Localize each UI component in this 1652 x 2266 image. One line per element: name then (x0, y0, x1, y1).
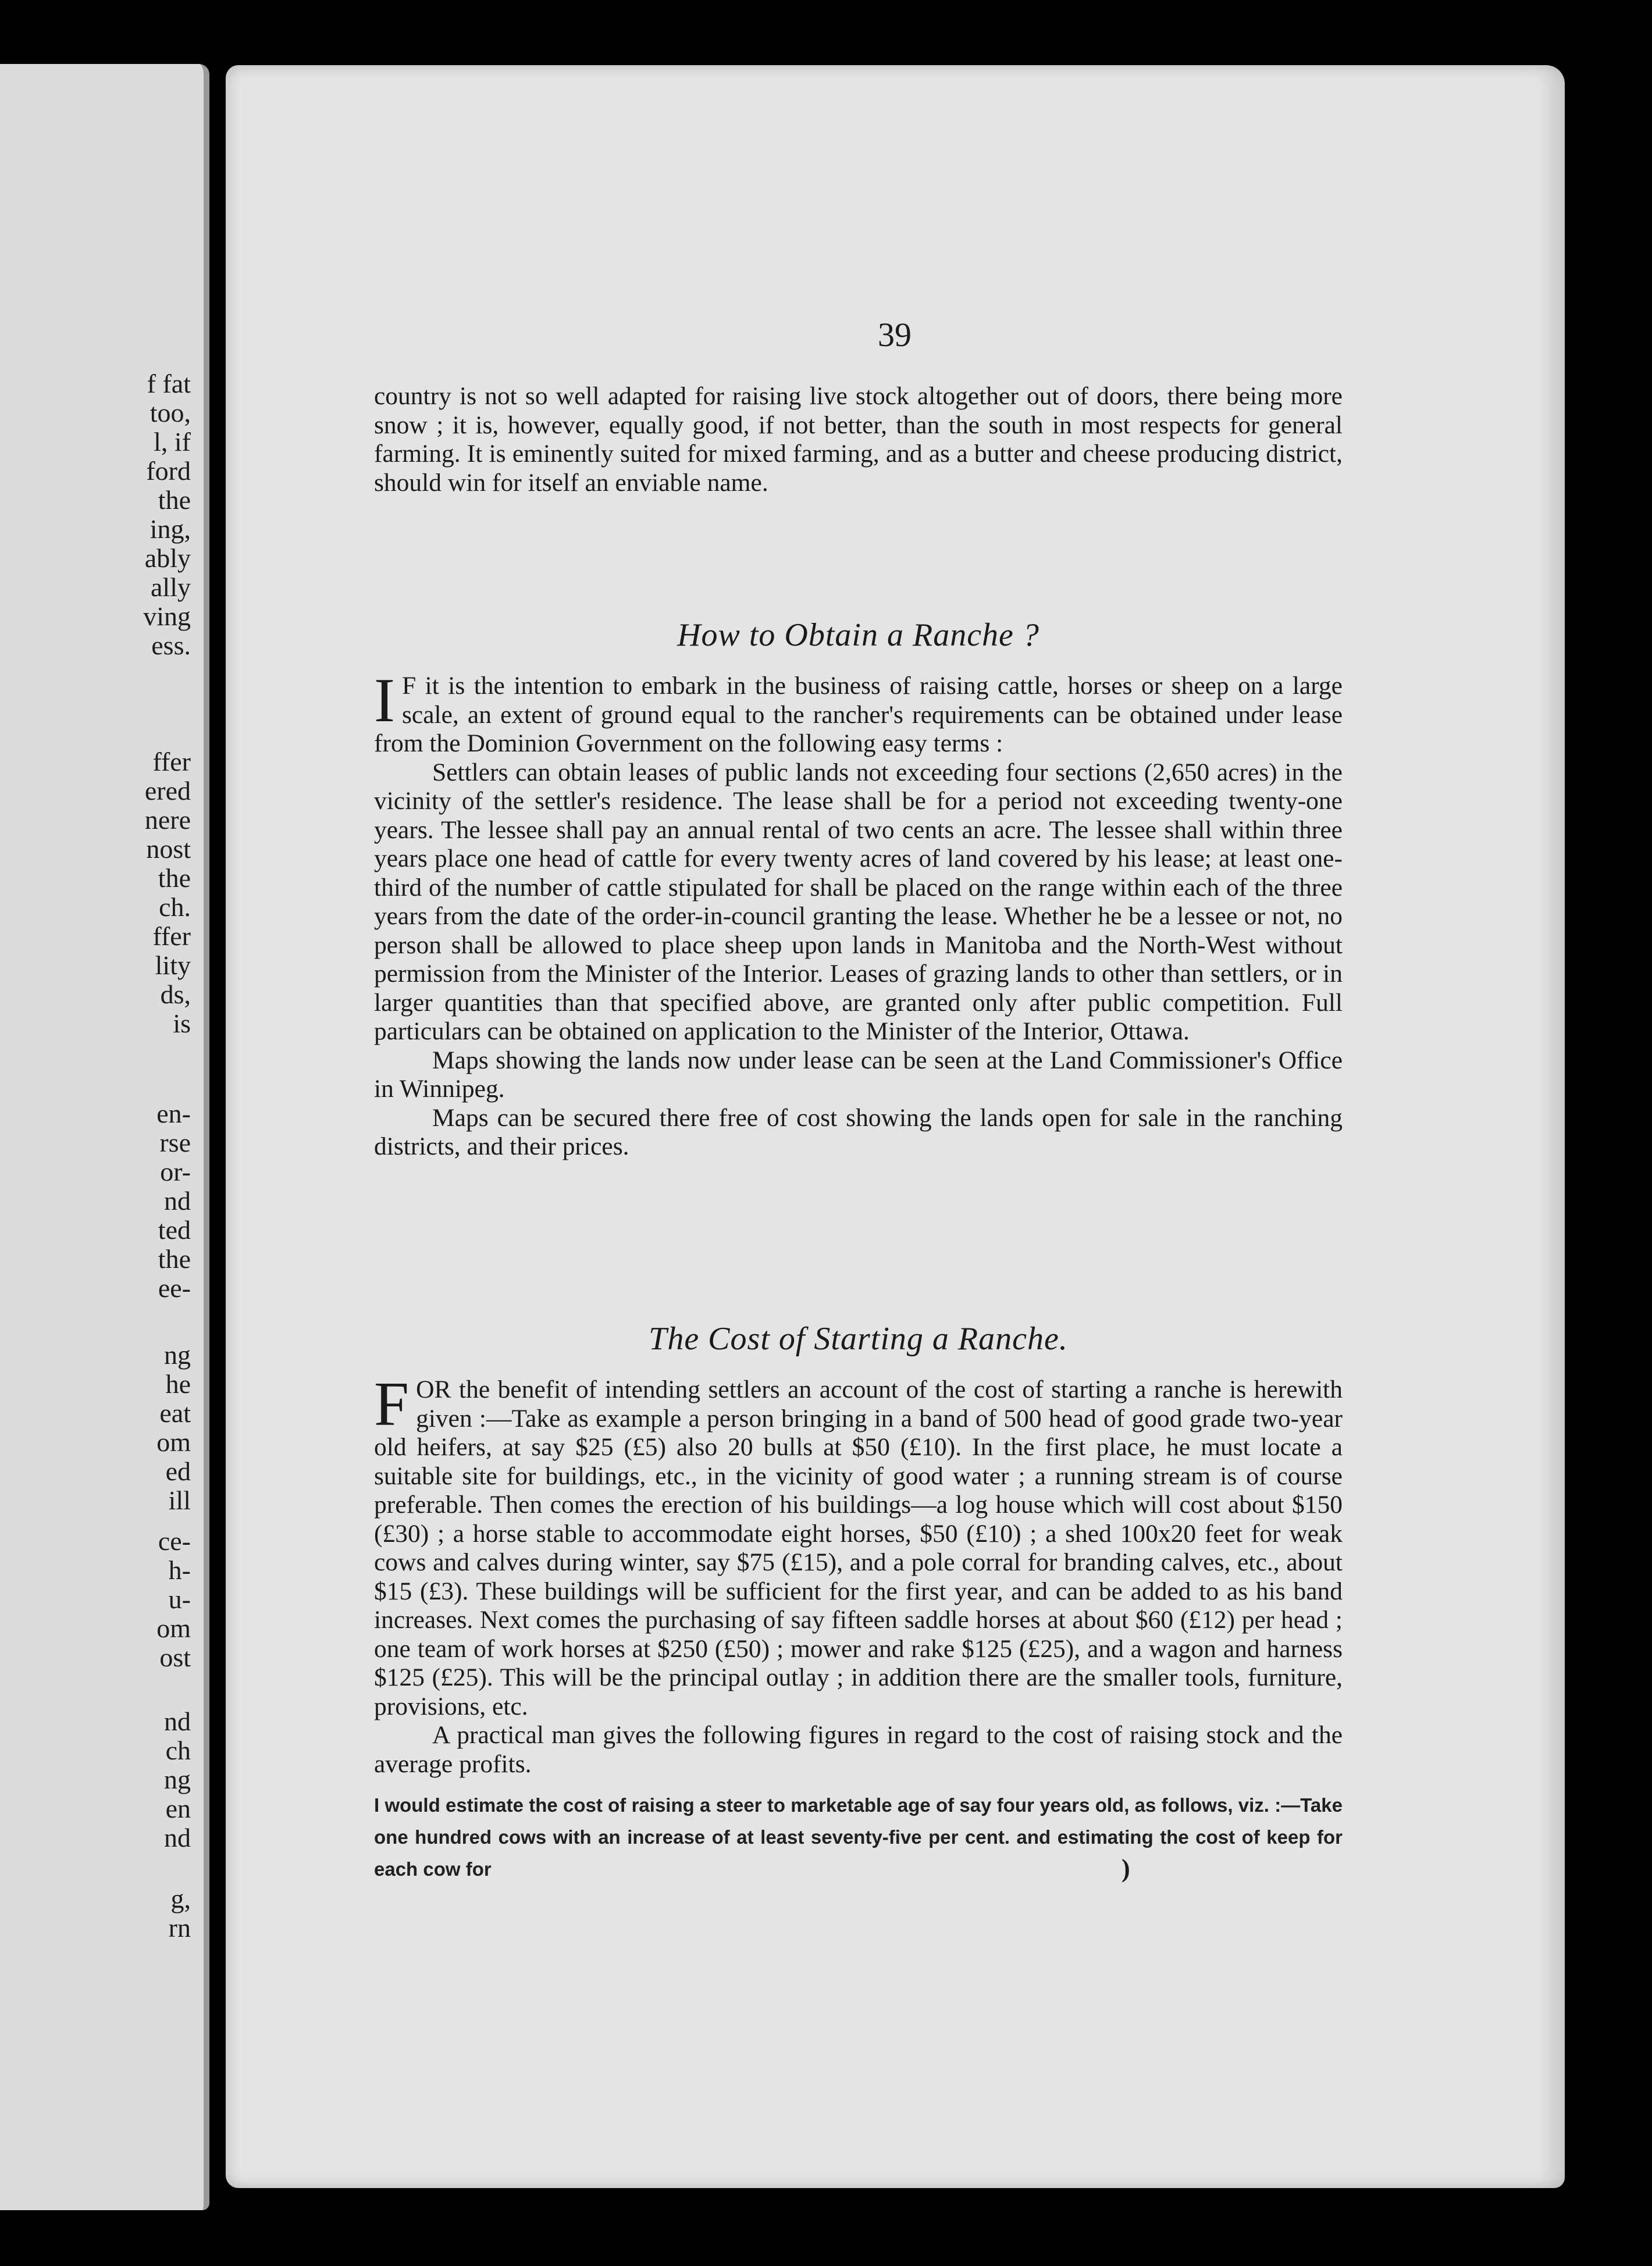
left-fragment-line: nere (144, 805, 191, 835)
left-fragment-line: nd (164, 1706, 191, 1736)
opening-paragraph: country is not so well adapted for raising live stock altogether out of doors, there being more snow ; it is, however, equally good, if not better, than the south in most respects for general farming. It is eminently suited for mixed farming, and as a butter and cheese producing district, should win for itself an enviable name. (374, 382, 1343, 497)
left-fragment-line: ered (144, 776, 191, 806)
left-fragment-line: nost (146, 834, 191, 864)
left-fragment-line: the (158, 1244, 191, 1274)
left-fragment-line: ally (151, 572, 191, 602)
left-fragment-line: or- (160, 1157, 191, 1187)
section1-paragraph-maps-sale: Maps can be secured there free of cost showing the lands open for sale in the ranching districts, and their prices. (374, 1103, 1343, 1160)
left-fragment-line: the (158, 863, 191, 893)
left-fragment-group-6 (164, 1707, 191, 1852)
left-fragment-line: en (165, 1794, 191, 1823)
left-fragment-line: u- (168, 1584, 191, 1614)
left-fragment-group-3 (156, 1099, 191, 1303)
dropcap-i: I (374, 666, 395, 735)
section2-first-paragraph-text: the benefit of intending settlers an account of the cost of starting a ranche is herewith given :—Take as example a person bringing in a band of 500 head of good grade two-year old heifers, at say $25 (£5) also 20 bulls at $50 (£10). In the first place, he must locate a suitable site for buildings, etc., in the vicinity of good water ; a running stream is of course preferable. Then comes the erection of his buildings—a log house which will cost about $150 (£30) ; a horse stable to accommodate eight horses, $50 (£10) ; a shed 100x20 feet for weak cows and calves during winter, say $75 (£15), and a pole corral for branding calves, etc., about $15 (£3). These buildings will be sufficient for the first year, and can be added to as his band increases. Next comes the purchasing of say fifteen saddle horses at about $60 (£12) per head ; one team of work horses at $250 (£50) ; mower and rake $125 (£25), and a wagon and harness $125 (£25). This will be the principal outlay ; in addition there are the smaller tools, furniture, provisions, etc. (374, 1376, 1343, 1720)
left-fragment-line: ill (168, 1485, 191, 1515)
left-fragment-line: eat (159, 1398, 191, 1428)
left-fragment-line: nd (164, 1823, 191, 1852)
left-fragment-line: om (156, 1613, 191, 1643)
section1-first-paragraph (374, 666, 1343, 758)
left-fragment-group-1 (143, 369, 191, 660)
left-fragment-line: en- (156, 1099, 191, 1128)
page-number: 39 (878, 316, 912, 354)
left-fragment-line: ffer (152, 747, 191, 776)
section1-paragraph-maps-lease: Maps showing the lands now under lease can be seen at the Land Commissioner's Office in Winnipeg. (374, 1046, 1343, 1103)
left-fragment-line: ch (165, 1736, 191, 1765)
section2-paragraph-figures: A practical man gives the following figures in regard to the cost of raising stock and the average profits. (374, 1721, 1343, 1778)
opening-text (374, 382, 1343, 497)
left-fragment-line: ee- (158, 1273, 191, 1303)
left-fragment-group-4 (156, 1341, 191, 1515)
left-fragment-line: ving (143, 601, 191, 631)
left-fragment-line: nd (164, 1186, 191, 1216)
left-fragment-line: om (156, 1427, 191, 1457)
left-fragment-group-7 (169, 1884, 191, 1943)
left-fragment-line: ng (164, 1765, 191, 1794)
quoted-estimate: I would estimate the cost of raising a steer to marketable age of say four years old, as follows, viz. :—Take one hundred cows with an increase of at least seventy-five per cent. and estimating the cost of keep for each cow for (374, 1794, 1343, 1880)
left-fragment-line: h- (168, 1555, 191, 1585)
section1-paragraph-leases: Settlers can obtain leases of public lands not exceeding four sections (2,650 acres) in the vicinity of the settler's residence. The lease shall be for a period not exceeding twenty-one years. The lessee shall pay an annual rental of two cents an acre. The lessee shall within three years place one head of cattle for every twenty acres of land covered by his lease; at least one-third of the number of cattle stipulated for shall be placed on the range within each of the three years from the date of the order-in-council granting the lease. Whether he be a lessee or not, no person shall be allowed to place sheep upon lands in Manitoba and the North-West without permission from the Minister of the Interior. Leases of grazing lands to other than settlers, or in larger quantities than that specified above, are granted only after public competition. Full particulars can be obtained on application to the Minister of the Interior, Ottawa. (374, 758, 1343, 1045)
left-fragment-line: ed (165, 1456, 191, 1486)
section2-lead-word: OR (416, 1376, 451, 1403)
left-fragment-line: ffer (152, 921, 191, 951)
left-fragment-line: ess. (151, 630, 191, 660)
left-fragment-line: ost (159, 1643, 191, 1672)
left-fragment-group-5 (156, 1527, 191, 1672)
left-fragment-line: ing, (149, 514, 191, 544)
left-fragment-line: rse (159, 1128, 191, 1157)
left-fragment-line: ng (164, 1340, 191, 1370)
left-facing-page (0, 64, 209, 2210)
left-fragment-line: ably (144, 543, 191, 573)
section-obtain-ranche (374, 615, 1343, 1161)
left-fragment-line: g, (170, 1884, 191, 1914)
left-fragment-line: too, (149, 398, 191, 427)
left-fragment-line: ds, (160, 979, 191, 1009)
section2-first-paragraph (374, 1370, 1343, 1721)
left-fragment-line: f fat (147, 369, 191, 398)
book-page (226, 65, 1565, 2188)
left-fragment-line: lity (155, 950, 191, 980)
page-end-mark: ) (1121, 1854, 1130, 1883)
section1-lead-word: F (401, 672, 416, 700)
left-fragment-line: rn (168, 1913, 191, 1943)
left-fragment-line: l, if (154, 427, 191, 457)
section-cost-starting (374, 1319, 1343, 1885)
left-fragment-line: ted (158, 1215, 191, 1245)
left-fragment-group-2 (145, 747, 191, 1038)
section1-first-paragraph-text: it is the intention to embark in the business of raising cattle, horses or sheep on a large scale, an extent of ground equal to the rancher's requirements can be obtained under lease from the Dominion Government on the following easy terms : (374, 672, 1343, 757)
left-fragment-line: ford (146, 456, 191, 486)
section-heading-obtain-ranche: How to Obtain a Ranche ? (677, 617, 1039, 653)
left-fragment-line: he (165, 1369, 191, 1399)
left-fragment-line: is (173, 1009, 191, 1038)
left-fragment-line: ce- (158, 1526, 191, 1556)
left-fragment-line: the (158, 485, 191, 515)
left-fragment-line: ch. (159, 892, 191, 922)
section-heading-cost-starting: The Cost of Starting a Ranche. (649, 1321, 1068, 1357)
dropcap-f: F (374, 1370, 410, 1439)
